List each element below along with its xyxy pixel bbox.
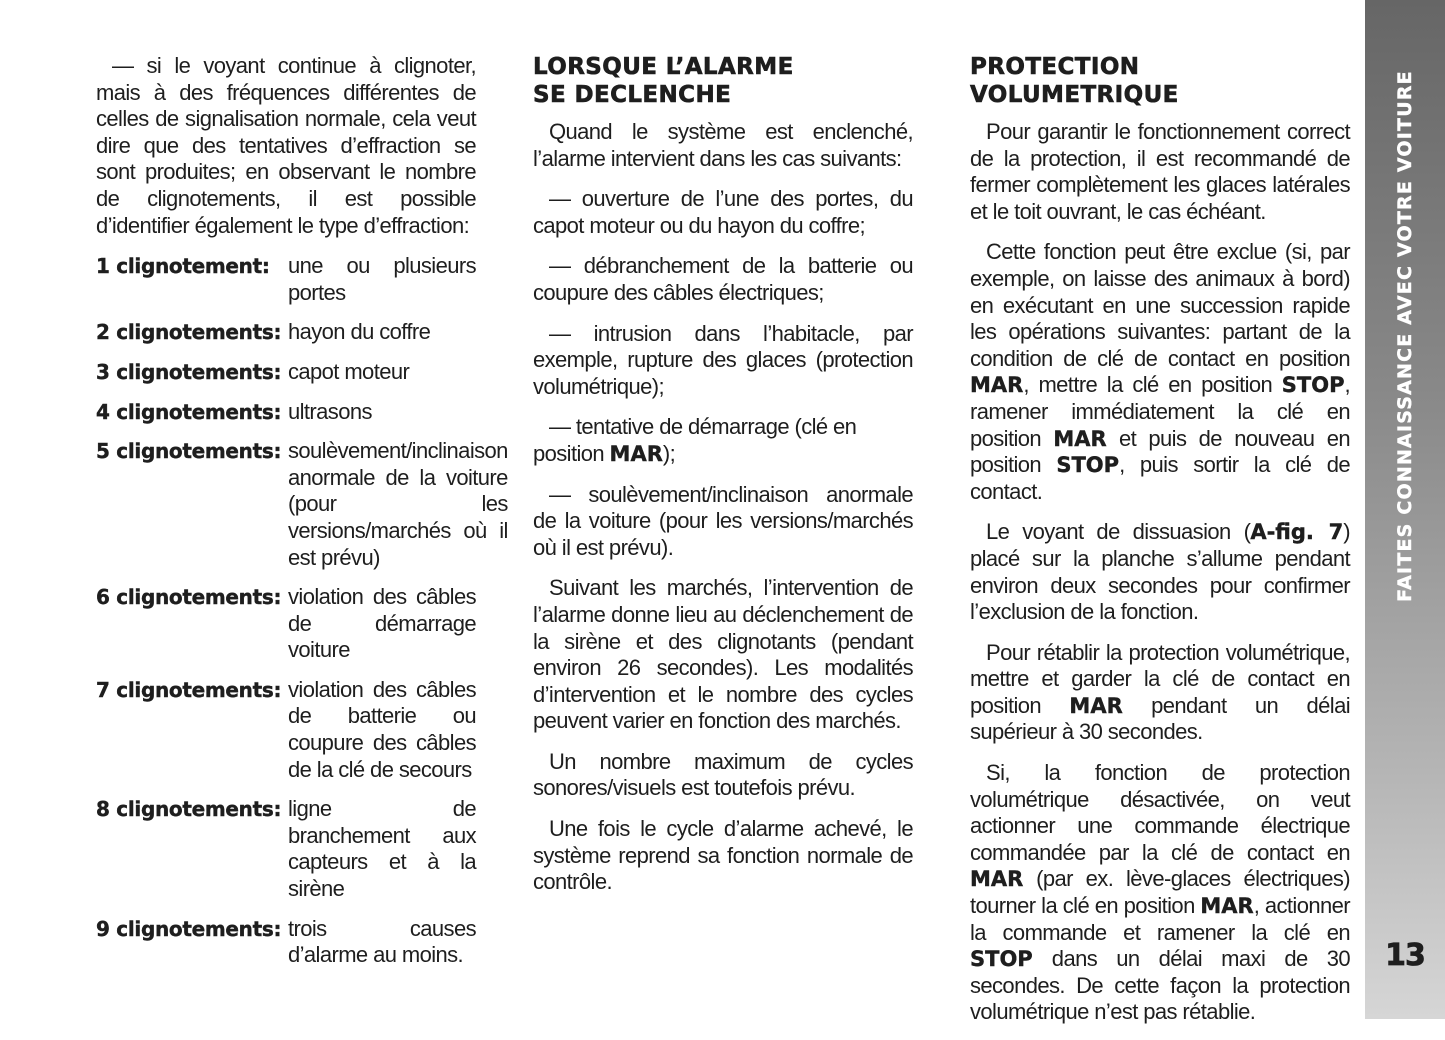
blink-count-label: 3 clignotements:	[96, 359, 282, 384]
key-position-stop: STOP	[1056, 453, 1120, 478]
text: — tentative de démarrage (clé en position	[533, 414, 857, 466]
paragraph	[970, 760, 1350, 1026]
text: ) placé sur la planche s’allume pendant environ deux secondes pour confirmer l’exclusion de la fonction.	[970, 519, 1350, 625]
blink-code-list	[96, 253, 508, 969]
list-item	[96, 916, 476, 969]
text: Le voyant de dissuasion (	[986, 519, 1251, 545]
blink-count-label: 7 clignotements:	[96, 677, 282, 702]
list-item	[96, 319, 476, 346]
list-item	[96, 584, 476, 664]
text: (par ex. lève-glaces électriques) tourner la clé en position	[970, 866, 1350, 919]
paragraph: — débranchement de la batterie ou coupure des câbles électriques;	[533, 253, 913, 305]
blink-meaning: soulèvement/inclinaison anormale de la voiture (pour les versions/marchés où il est prévu)	[288, 438, 508, 570]
paragraph	[533, 414, 913, 467]
paragraph: Suivant les marchés, l’intervention de l’alarme donne lieu au déclenchement de la sirène et des clignotants (pendant environ 26 secondes). Les modalités d’intervention et le nombre des cycles peuvent varier en fonction des marchés.	[533, 575, 913, 734]
blink-count-label: 1 clignotement:	[96, 254, 270, 279]
key-position-mar: MAR	[1200, 894, 1254, 919]
section-sidebar	[1365, 0, 1445, 1019]
paragraph: Quand le système est enclenché, l’alarme intervient dans les cas suivants:	[533, 119, 913, 171]
text: pendant un délai supérieur à 30 secondes.	[970, 692, 1350, 745]
paragraph: — intrusion dans l’habitacle, par exemple, rupture des glaces (protection volumétrique);	[533, 320, 913, 399]
paragraph	[970, 239, 1350, 505]
key-position-mar: MAR	[1053, 426, 1107, 451]
list-item	[96, 438, 508, 571]
column-middle	[533, 53, 913, 910]
list-item	[96, 399, 476, 426]
list-item	[96, 677, 476, 783]
column-left	[96, 53, 508, 982]
blink-meaning: trois causes d’alarme au moins.	[288, 915, 476, 968]
section-heading-volumetric-protection: PROTECTION VOLUMETRIQUE	[970, 54, 1179, 108]
figure-reference: A-fig. 7	[1250, 520, 1344, 545]
text: Si, la fonction de protection volumétrique désactivée, on veut actionner une commande électrique commandée par la clé de contact en	[970, 760, 1350, 865]
blink-meaning: violation des câbles de batterie ou coupure des câbles de la clé de secours	[288, 676, 476, 782]
key-position-mar: MAR	[970, 373, 1024, 398]
page-number: 13	[1385, 938, 1425, 973]
text: , puis sortir la clé de contact.	[970, 452, 1350, 504]
blink-count-label: 8 clignotements:	[96, 797, 282, 822]
blink-count-label: 6 clignotements:	[96, 585, 282, 610]
blink-meaning: capot moteur	[288, 358, 410, 384]
paragraph	[970, 519, 1350, 625]
key-position-mar: MAR	[970, 867, 1024, 892]
text: et puis de nouveau en position	[970, 425, 1350, 478]
intro-paragraph: — si le voyant continue à clignoter, mais à des fréquences différentes de celles de signalisation normale, cela veut dire que des tentatives d’effraction se sont produites; en observant le nombre de clignotements, il est possible d’identifier également le type d’effraction:	[96, 53, 476, 238]
key-position-stop: STOP	[1281, 373, 1345, 398]
list-item	[96, 359, 476, 386]
blink-meaning: une ou plusieurs portes	[288, 253, 476, 305]
blink-meaning: hayon du coffre	[288, 319, 431, 345]
paragraph: Une fois le cycle d’alarme achevé, le système reprend sa fonction normale de contrôle.	[533, 816, 913, 895]
blink-meaning: ultrasons	[288, 398, 372, 424]
paragraph: — ouverture de l’une des portes, du capot moteur ou du hayon du coffre;	[533, 186, 913, 238]
column-right	[970, 53, 1350, 1040]
paragraph: — soulèvement/inclinaison anormale de la voiture (pour les versions/marchés où il est prévu).	[533, 481, 913, 560]
text: Pour rétablir la protection volumétrique, mettre et garder la clé de contact en position	[970, 639, 1350, 718]
blink-meaning: violation des câbles de démarrage voiture	[288, 584, 476, 663]
list-item	[96, 796, 476, 902]
heading-line-2: SE DECLENCHE	[533, 82, 732, 108]
key-position-mar: MAR	[609, 441, 663, 466]
key-position-stop: STOP	[970, 947, 1033, 972]
blink-count-label: 9 clignotements:	[96, 916, 282, 941]
text: dans un délai maxi de 30 secondes. De cette façon la protection volumétrique n’est pas rétablie.	[970, 946, 1350, 1025]
heading-line-1: LORSQUE L’ALARME	[533, 54, 794, 80]
blink-count-label: 5 clignotements:	[96, 439, 282, 464]
blink-count-label: 2 clignotements:	[96, 320, 282, 345]
blink-count-label: 4 clignotements:	[96, 399, 282, 424]
text: , ramener immédiatement la clé en position	[970, 372, 1350, 451]
section-heading-alarm-trigger	[533, 53, 913, 109]
paragraph: Pour garantir le fonctionnement correct de la protection, il est recommandé de fermer complètement les glaces latérales et le toit ouvrant, le cas échéant.	[970, 119, 1350, 224]
text: Cette fonction peut être exclue (si, par exemple, on laisse des animaux à bord) en exécutant en une succession rapide les opérations suivantes: partant de la condition de clé de contact en position	[970, 239, 1350, 371]
blink-meaning: ligne de branchement aux capteurs et à la sirène	[288, 796, 476, 902]
paragraph: Un nombre maximum de cycles sonores/visuels est toutefois prévu.	[533, 748, 913, 801]
text: , actionner la commande et ramener la clé en	[970, 893, 1350, 945]
paragraph	[970, 640, 1350, 746]
section-title: FAITES CONNAISSANCE AVEC VOTRE VOITURE	[1394, 70, 1416, 602]
text: );	[662, 440, 676, 466]
text: , mettre la clé en position	[1023, 372, 1282, 398]
list-item	[96, 253, 476, 306]
key-position-mar: MAR	[1069, 693, 1123, 718]
